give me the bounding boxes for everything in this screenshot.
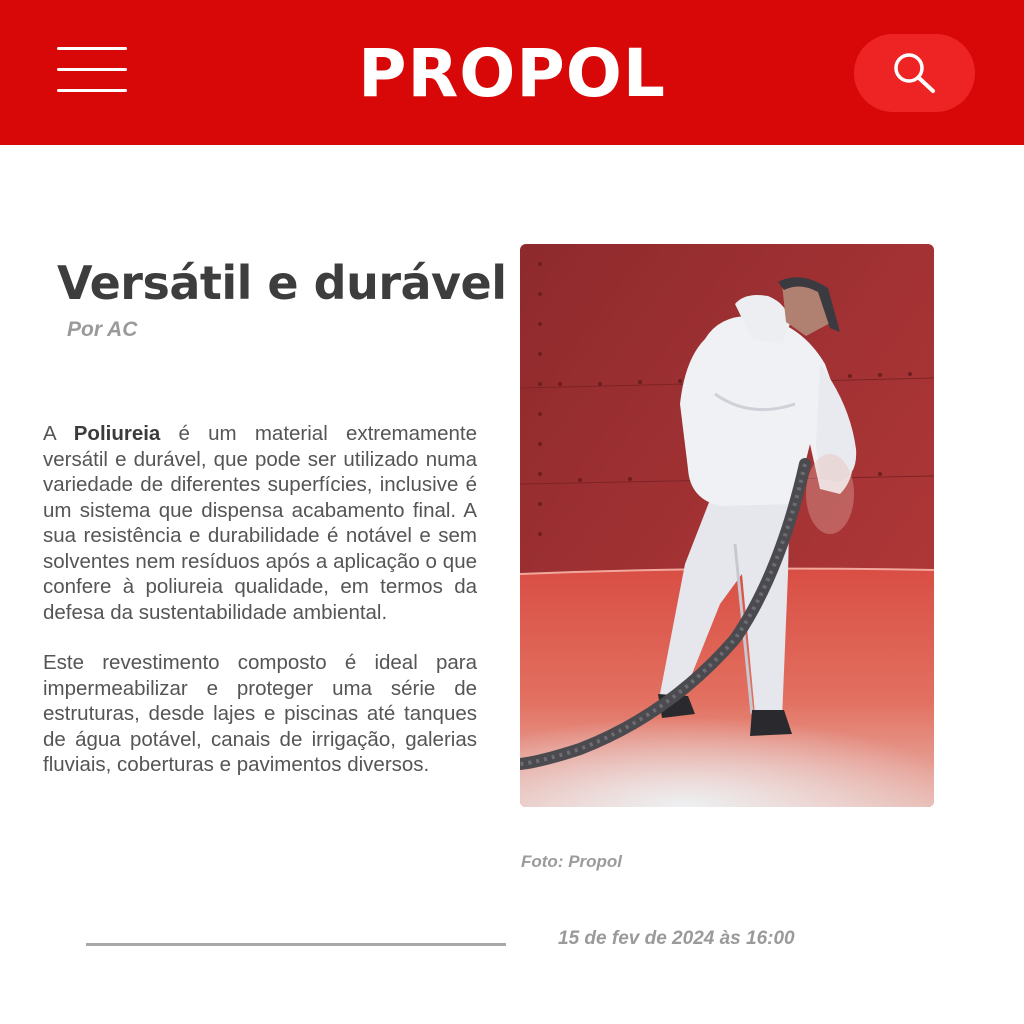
- photo-caption: Foto: Propol: [521, 852, 623, 871]
- article-photo: [520, 244, 934, 807]
- article-paragraph: Este revestimento composto é ideal para impermeabilizar e proteger uma série de estruturas, desde lajes e piscinas até tanques de água potável, canais de irrigação, galerias fluviais, coberturas e pavimentos diversos.: [43, 651, 477, 776]
- divider-line: [86, 943, 506, 946]
- search-icon: [893, 52, 937, 94]
- publish-date: 15 de fev de 2024 às 16:00: [558, 928, 795, 949]
- search-button[interactable]: [854, 34, 975, 112]
- article-author: Por AC: [67, 318, 138, 341]
- highlight-term: Poliureia: [73, 422, 161, 445]
- app-header: [0, 0, 1024, 145]
- article-title: Versátil e durável: [57, 256, 507, 310]
- menu-button[interactable]: [57, 47, 127, 92]
- brand-logo[interactable]: PROPOL: [358, 35, 666, 112]
- article-body: [43, 421, 477, 803]
- article-paragraph: A Poliureia é um material extremamente versátil e durável, que pode ser utilizado numa variedade de diferentes superfícies, inclusive é um sistema que dispensa acabamento final. A sua resistência e durabilidade é notável e sem solventes nem resíduos após a aplicação o que confere à poliureia qualidade, em termos da defesa da sustentabilidade ambiental.: [43, 422, 477, 624]
